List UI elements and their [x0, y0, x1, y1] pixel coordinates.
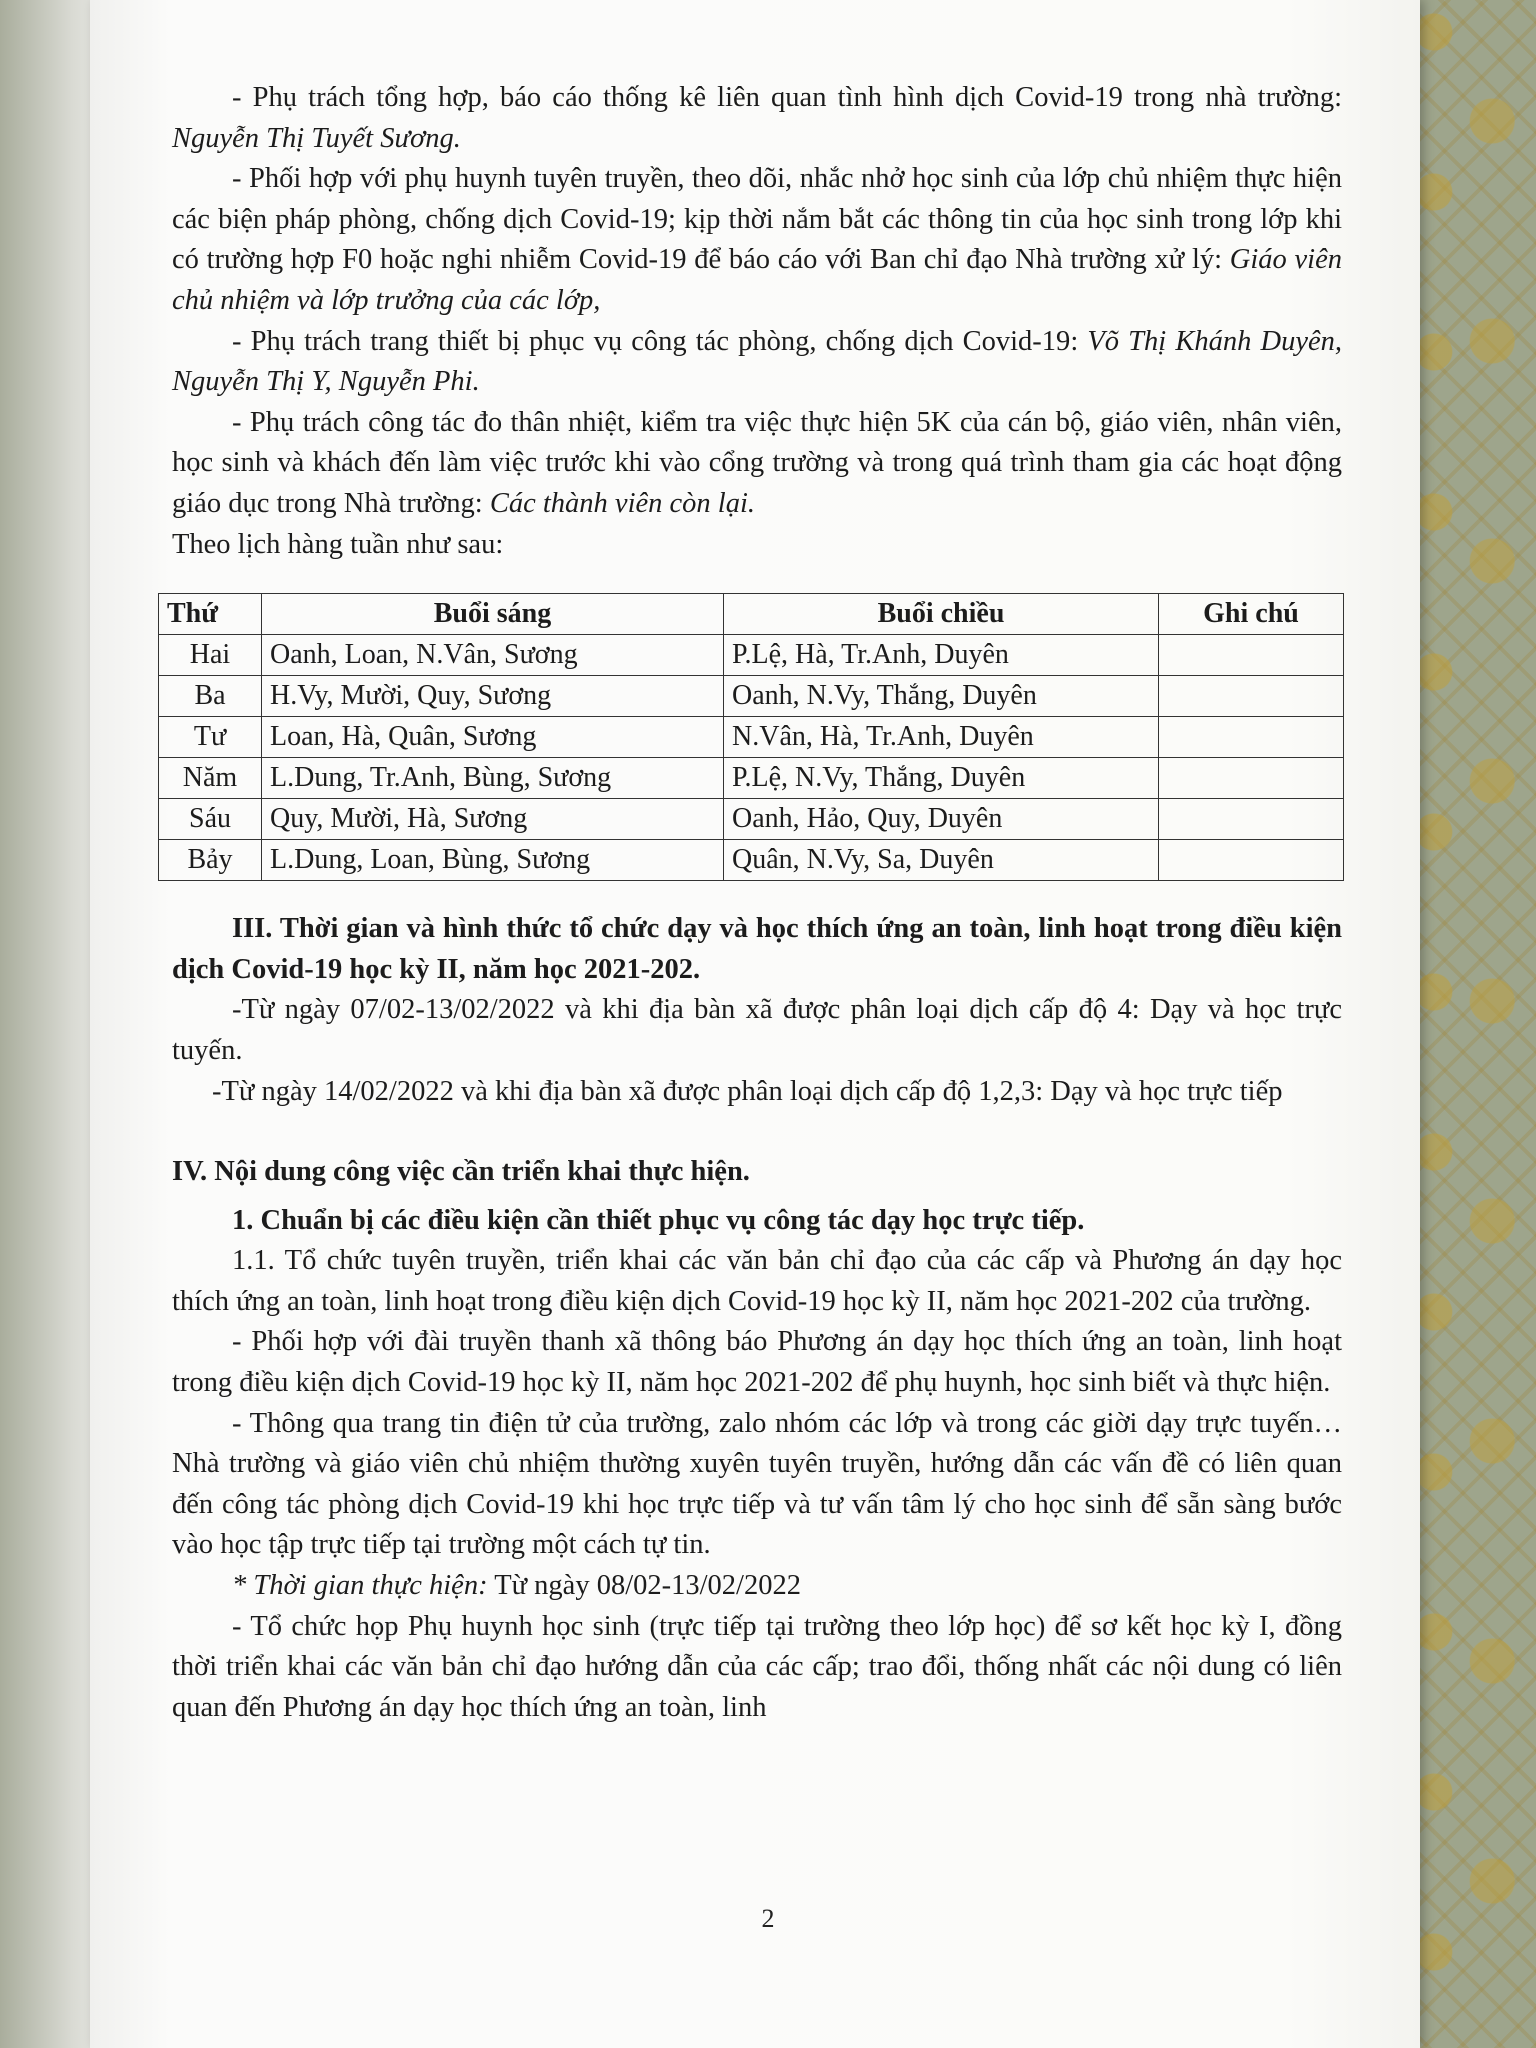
cell-morning: L.Dung, Tr.Anh, Bùng, Sương [262, 758, 724, 799]
paragraph-equipment-duty: - Phụ trách trang thiết bị phục vụ công tác phòng, chống dịch Covid-19: Võ Thị Khánh Duyên, Nguyễn Thị Y, Nguyễn Phi. [172, 325, 1342, 398]
assignee-name: Võ Thị Khánh Duyên, Nguyễn Thị Y, Nguyễn Phi. [172, 325, 1342, 398]
assignee-name: Giáo viên chủ nhiệm và lớp trưởng của các lớp, [172, 244, 1343, 316]
cell-note [1159, 717, 1344, 758]
cell-day: Tư [159, 717, 262, 758]
table-row [159, 840, 1344, 881]
table-row [159, 676, 1344, 717]
section-4-heading: IV. Nội dung công việc cần triển khai thực hiện. [172, 1156, 750, 1188]
subsection-online-communication: - Thông qua trang tin điện tử của trường, zalo nhóm các lớp và trong các giời dạy trực tuyến…Nhà trường và giáo viên chủ nhiệm thường xuyên tuyên truyền, hướng dẫn các vấn đề có liên quan đến công tác phòng dịch Covid-19 khi học trực tiếp và tư vấn tâm lý cho học sinh để sẵn sàng bước vào học tập trực tiếp tại trường một cách tự tin. [172, 1407, 1342, 1561]
weekly-schedule-table [158, 593, 1344, 881]
table-row [159, 635, 1344, 676]
cell-afternoon: N.Vân, Hà, Tr.Anh, Duyên [724, 717, 1159, 758]
subsection-1-1: 1.1. Tổ chức tuyên truyền, triển khai các văn bản chỉ đạo của các cấp và Phương án dạy học thích ứng an toàn, linh hoạt trong điều kiện dịch Covid-19 học kỳ II, năm học 2021-202 của trường. [172, 1245, 1342, 1317]
cell-day: Bảy [159, 840, 262, 881]
section-3-inperson-period: -Từ ngày 14/02/2022 và khi địa bàn xã được phân loại dịch cấp độ 1,2,3: Dạy và học trực tiếp [212, 1075, 1283, 1107]
cell-note [1159, 799, 1344, 840]
cell-afternoon: Quân, N.Vy, Sa, Duyên [724, 840, 1159, 881]
page-number: 2 [761, 1904, 775, 1933]
paragraph-parent-coordination: - Phối hợp với phụ huynh tuyên truyền, theo dõi, nhắc nhở học sinh của lớp chủ nhiệm thực hiện các biện pháp phòng, chống dịch Covid-19; kịp thời nắm bắt các thông tin của học sinh trong lớp khi có trường hợp F0 hoặc nghi nhiễm Covid-19 để báo cáo với Ban chỉ đạo Nhà trường xử lý: Giáo viên chủ nhiệm và lớp trưởng của các lớp, [172, 163, 1343, 316]
header-morning: Buổi sáng [262, 594, 724, 635]
assignee-name: Nguyễn Thị Tuyết Sương. [172, 122, 461, 154]
cell-morning: Oanh, Loan, N.Vân, Sương [262, 635, 724, 676]
cell-morning: Loan, Hà, Quân, Sương [262, 717, 724, 758]
section-3-online-period: -Từ ngày 07/02-13/02/2022 và khi địa bàn xã được phân loại dịch cấp độ 4: Dạy và học trực tuyến. [172, 994, 1342, 1066]
cell-day: Ba [159, 676, 262, 717]
cell-note [1159, 758, 1344, 799]
cell-day: Hai [159, 635, 262, 676]
schedule-intro: Theo lịch hàng tuần như sau: [172, 528, 504, 560]
header-afternoon: Buổi chiều [724, 594, 1159, 635]
cell-note [1159, 840, 1344, 881]
cell-morning: Quy, Mười, Hà, Sương [262, 799, 724, 840]
time-value: Từ ngày 08/02-13/02/2022 [494, 1570, 801, 1602]
document-content [167, 78, 1343, 1728]
cell-afternoon: Oanh, Hảo, Quy, Duyên [724, 799, 1159, 840]
header-day: Thứ [159, 594, 262, 635]
cell-afternoon: P.Lệ, N.Vy, Thắng, Duyên [724, 758, 1159, 799]
cell-morning: L.Dung, Loan, Bùng, Sương [262, 840, 724, 881]
table-row [159, 758, 1344, 799]
cell-note [1159, 635, 1344, 676]
table-row [159, 717, 1344, 758]
cell-afternoon: Oanh, N.Vy, Thắng, Duyên [724, 676, 1159, 717]
paragraph-temperature-duty: - Phụ trách công tác đo thân nhiệt, kiểm tra việc thực hiện 5K của cán bộ, giáo viên, nhân viên, học sinh và khách đến làm việc trước khi vào cổng trường và trong quá trình tham gia các hoạt động giáo dục trong Nhà trường: Các thành viên còn lại. [172, 406, 1342, 519]
section-3-heading: III. Thời gian và hình thức tổ chức dạy và học thích ứng an toàn, linh hoạt trong điều kiện dịch Covid-19 học kỳ II, năm học 2021-202. [172, 913, 1342, 985]
cell-note [1159, 676, 1344, 717]
subsection-parent-meeting: - Tổ chức họp Phụ huynh học sinh (trực tiếp tại trường theo lớp học) để sơ kết học kỳ I, đồng thời triển khai các văn bản chỉ đạo hướng dẫn của các cấp; trao đổi, thống nhất các nội dung có liên quan đến Phương án dạy học thích ứng an toàn, linh [172, 1610, 1342, 1723]
paragraph-summary-duty: - Phụ trách tổng hợp, báo cáo thống kê liên quan tình hình dịch Covid-19 trong nhà trường: Nguyễn Thị Tuyết Sương. [172, 82, 1342, 154]
implementation-time [172, 1566, 1342, 1607]
cell-afternoon: P.Lệ, Hà, Tr.Anh, Duyên [724, 635, 1159, 676]
header-note: Ghi chú [1159, 594, 1344, 635]
cell-morning: H.Vy, Mười, Quy, Sương [262, 676, 724, 717]
cell-day: Sáu [159, 799, 262, 840]
subsection-radio-coordination: - Phối hợp với đài truyền thanh xã thông báo Phương án dạy học thích ứng an toàn, linh hoạt trong điều kiện dịch Covid-19 học kỳ II, năm học 2021-202 để phụ huynh, học sinh biết và thực hiện. [172, 1326, 1342, 1399]
table-row [159, 799, 1344, 840]
cell-day: Năm [159, 758, 262, 799]
time-label: * Thời gian thực hiện: [232, 1570, 488, 1602]
subsection-1-heading: 1. Chuẩn bị các điều kiện cần thiết phục vụ công tác dạy học trực tiếp. [232, 1204, 1085, 1236]
table-header-row [159, 594, 1344, 635]
assignee-name: Các thành viên còn lại. [489, 487, 755, 519]
